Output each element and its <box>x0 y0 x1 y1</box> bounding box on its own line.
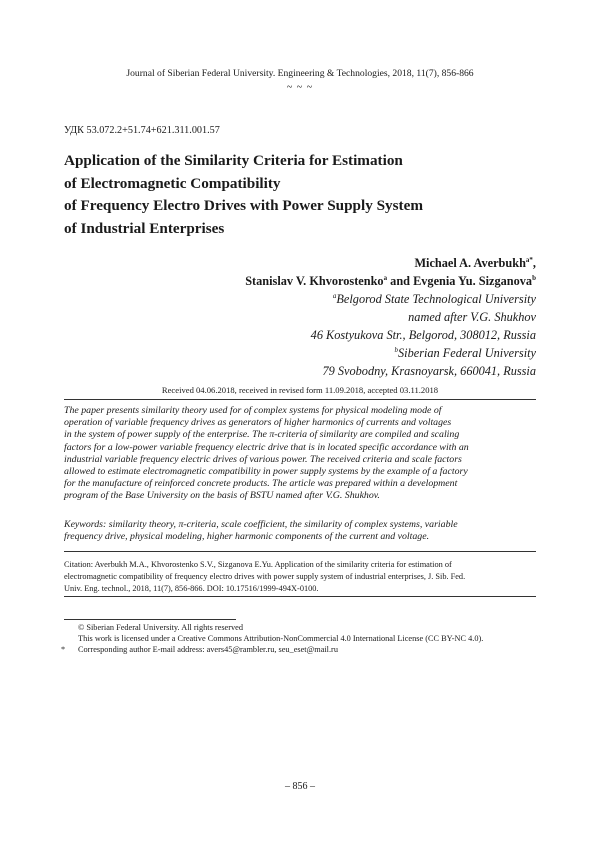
abstract-line: operation of variable frequency drives as generators of higher harmonics of currents and voltages <box>64 417 452 429</box>
abstract-line: program of the Base University on the basis of BSTU named after V.G. Shukhov. <box>64 490 380 502</box>
abstract <box>64 405 536 503</box>
author-name: and Evgenia Yu. Sizganova <box>387 274 533 288</box>
title-line: of Industrial Enterprises <box>64 219 225 237</box>
affiliations <box>311 290 536 380</box>
author-line-1 <box>245 254 536 272</box>
keywords-line: Keywords: similarity theory, π-criteria, scale coefficient, the similarity of complex systems, variable <box>64 519 458 530</box>
citation-bottom-rule <box>64 596 536 597</box>
citation <box>64 559 536 594</box>
article-title <box>64 150 534 240</box>
keywords-line: frequency drive, physical modeling, higher harmonic components of the current and voltage. <box>64 531 430 543</box>
journal-header: Journal of Siberian Federal University. Engineering & Technologies, 2018, 11(7), 856-866 <box>126 68 474 79</box>
citation-line: Citation: Averbukh M.A., Khvorostenko S.V., Sizganova E.Yu. Application of the similarity criteria for estimation of <box>64 560 452 569</box>
abstract-line: in the system of power supply of the enterprise. The π-criteria of similarity are compiled and scaling <box>64 429 460 441</box>
footnote-rule <box>64 619 236 620</box>
affiliation-mark: a <box>332 291 337 300</box>
title-line: of Frequency Electro Drives with Power Supply System <box>64 197 423 214</box>
author-affil-mark: b <box>532 273 536 282</box>
affiliation-mark: b <box>394 346 399 355</box>
author-line-2 <box>245 272 536 290</box>
abstract-line: allowed to estimate electromagnetic compatibility in power supply systems by the example of a factory <box>64 466 468 478</box>
keywords <box>64 519 536 543</box>
abstract-line: The paper presents similarity theory used for of complex systems for physical modeling mode of <box>64 405 442 416</box>
copyright-note <box>64 622 544 633</box>
abstract-line: industrial variable frequency electric drives of various power. The received criteria and scale factors <box>64 453 462 465</box>
citation-top-rule <box>64 551 536 552</box>
corresponding-text: Corresponding author E-mail address: avers45@rambler.ru, seu_eset@mail.ru <box>78 645 338 654</box>
copyright-text: © Siberian Federal University. All rights reserved <box>78 623 243 632</box>
author-name: Stanislav V. Khvorostenko <box>245 274 384 288</box>
affiliation-line <box>311 344 536 362</box>
affiliation-line: 79 Svobodny, Krasnoyarsk, 660041, Russia <box>322 364 536 379</box>
page-number: – 856 – <box>285 781 315 792</box>
abstract-line: factors for a low-power variable frequency electric drive that is in located specific accordance with an <box>64 441 469 453</box>
author-list <box>245 254 536 290</box>
citation-line: Univ. Eng. technol., 2018, 11(7), 856-866. DOI: 10.17516/1999-494X-0100. <box>64 583 319 593</box>
received-dates: Received 04.06.2018, received in revised form 11.09.2018, accepted 03.11.2018 <box>161 385 439 395</box>
affiliation-text: Belgorod State Technological University <box>336 292 536 306</box>
title-line: of Electromagnetic Compatibility <box>64 174 281 192</box>
affiliation-line: 46 Kostyukova Str., Belgorod, 308012, Russia <box>310 328 536 343</box>
citation-line: electromagnetic compatibility of frequency electro drives with power supply system of industrial enterprises, J. Sib. Fed. <box>64 571 466 581</box>
license-text: This work is licensed under a Creative Commons Attribution-NonCommercial 4.0 International License (CC BY-NC 4.0). <box>78 634 484 643</box>
footnote-mark: * <box>61 645 66 654</box>
author-affil-mark: a <box>383 273 388 282</box>
author-separator: , <box>532 256 536 270</box>
author-affil-mark: a* <box>525 255 533 264</box>
abstract-line: for the manufacture of reinforced concrete products. The article was prepared within a development <box>64 478 458 490</box>
license-note <box>64 633 544 644</box>
header-separator: ~ ~ ~ <box>286 82 314 93</box>
title-line: Application of the Similarity Criteria for Estimation <box>64 152 403 169</box>
corresponding-note <box>61 644 544 655</box>
udk-code: УДК 53.072.2+51.74+621.311.001.57 <box>64 125 220 136</box>
affiliation-text: Siberian Federal University <box>398 346 536 361</box>
abstract-top-rule <box>64 399 536 400</box>
affiliation-line: named after V.G. Shukhov <box>408 310 536 325</box>
affiliation-line <box>311 290 536 308</box>
author-name: Michael A. Averbukh <box>414 256 526 270</box>
